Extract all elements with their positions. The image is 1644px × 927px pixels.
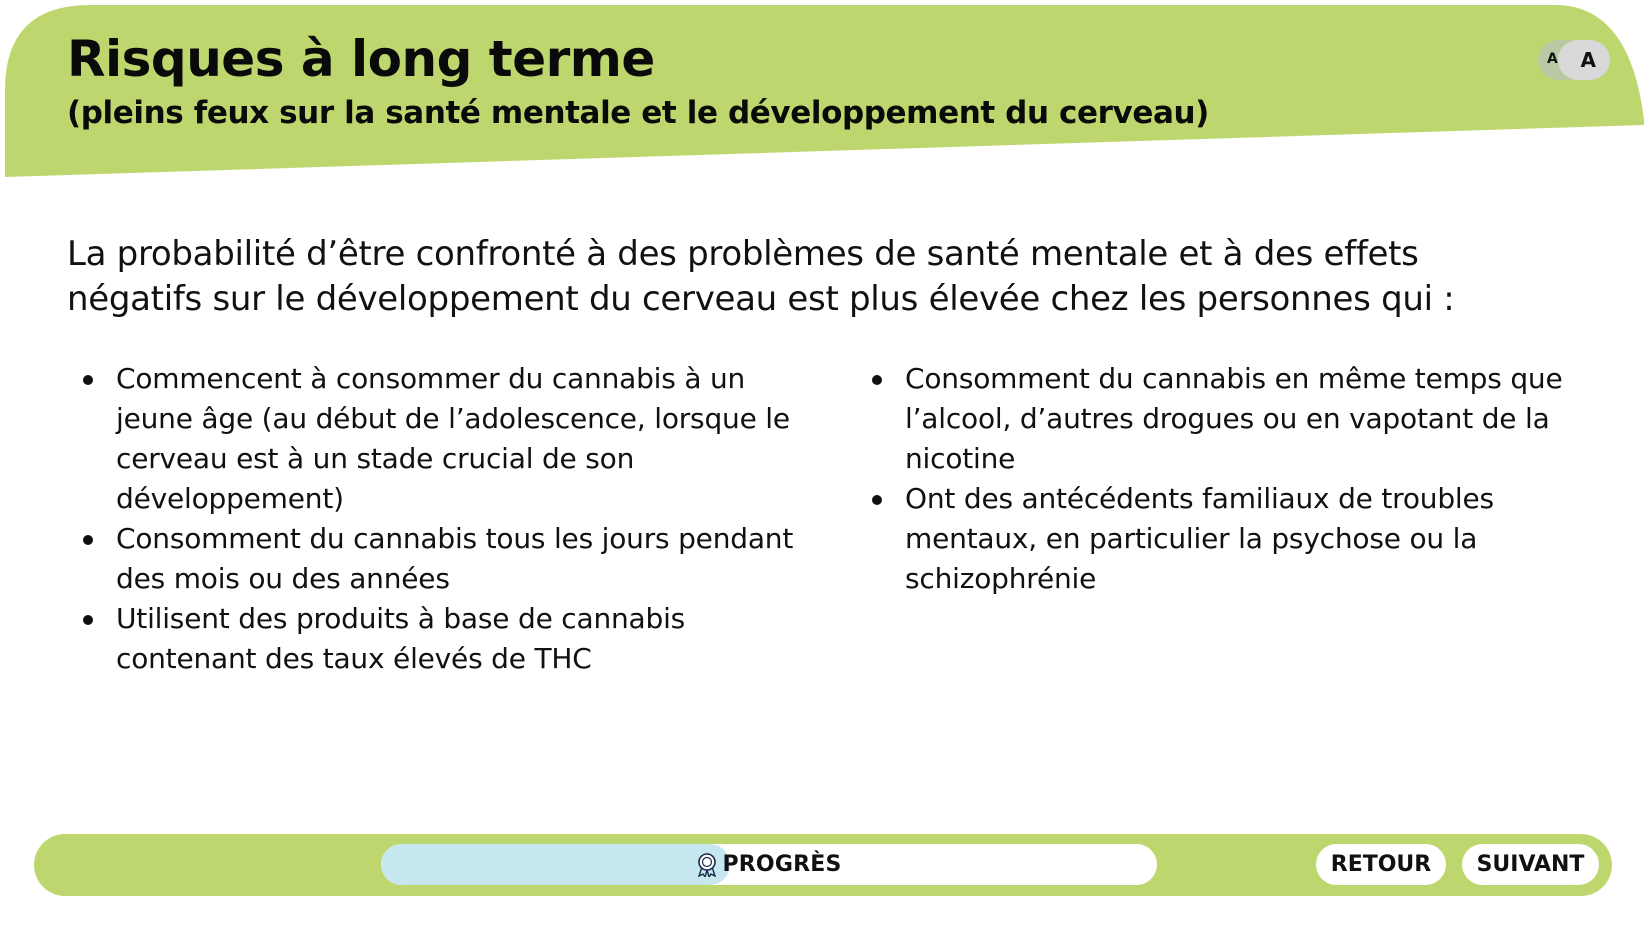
bullet-icon xyxy=(872,375,882,385)
right-bullet-list xyxy=(857,359,1617,599)
back-button[interactable]: RETOUR xyxy=(1316,844,1446,885)
list-item-line: Utilisent des produits à base de cannabis xyxy=(116,602,686,635)
list-item-line: l’alcool, d’autres drogues ou en vapotant de la xyxy=(905,402,1550,435)
large-font-label: A xyxy=(1580,48,1596,72)
list-item-line: Ont des antécédents familiaux de troubles xyxy=(905,482,1494,515)
list-item-line: cerveau est à un stade crucial de son xyxy=(116,442,635,475)
next-button[interactable]: SUIVANT xyxy=(1462,844,1599,885)
intro-line: négatifs sur le développement du cerveau est plus élevée chez les personnes qui : xyxy=(67,279,1455,319)
bullet-icon xyxy=(83,375,93,385)
list-item-line: développement) xyxy=(116,482,344,515)
list-item xyxy=(857,359,1617,479)
list-item-line: Consomment du cannabis en même temps que xyxy=(905,362,1563,395)
award-ribbon-icon xyxy=(696,853,718,877)
small-font-label: A xyxy=(1547,51,1558,67)
list-item-line: schizophrénie xyxy=(905,562,1097,595)
list-item xyxy=(68,359,828,519)
list-item-line: contenant des taux élevés de THC xyxy=(116,642,592,675)
progress-label-group xyxy=(381,844,1157,885)
left-bullet-list xyxy=(68,359,828,679)
progress-bar xyxy=(381,844,1157,885)
list-item-line: des mois ou des années xyxy=(116,562,450,595)
progress-label: PROGRÈS xyxy=(722,852,842,877)
bullet-icon xyxy=(83,615,93,625)
list-item xyxy=(68,519,828,599)
page-title: Risques à long terme xyxy=(67,30,655,88)
bullet-icon xyxy=(872,495,882,505)
list-item xyxy=(857,479,1617,599)
font-size-toggle[interactable] xyxy=(1538,40,1610,80)
bullet-icon xyxy=(83,535,93,545)
list-item-line: Commencent à consommer du cannabis à un xyxy=(116,362,746,395)
list-item-line: jeune âge (au début de l’adolescence, lorsque le xyxy=(116,402,790,435)
list-item xyxy=(68,599,828,679)
intro-line: La probabilité d’être confronté à des problèmes de santé mentale et à des effets xyxy=(67,234,1419,274)
list-item-line: nicotine xyxy=(905,442,1016,475)
intro-text xyxy=(67,232,1567,322)
page-subtitle: (pleins feux sur la santé mentale et le développement du cerveau) xyxy=(67,95,1209,131)
list-item-line: mentaux, en particulier la psychose ou la xyxy=(905,522,1478,555)
list-item-line: Consomment du cannabis tous les jours pendant xyxy=(116,522,794,555)
